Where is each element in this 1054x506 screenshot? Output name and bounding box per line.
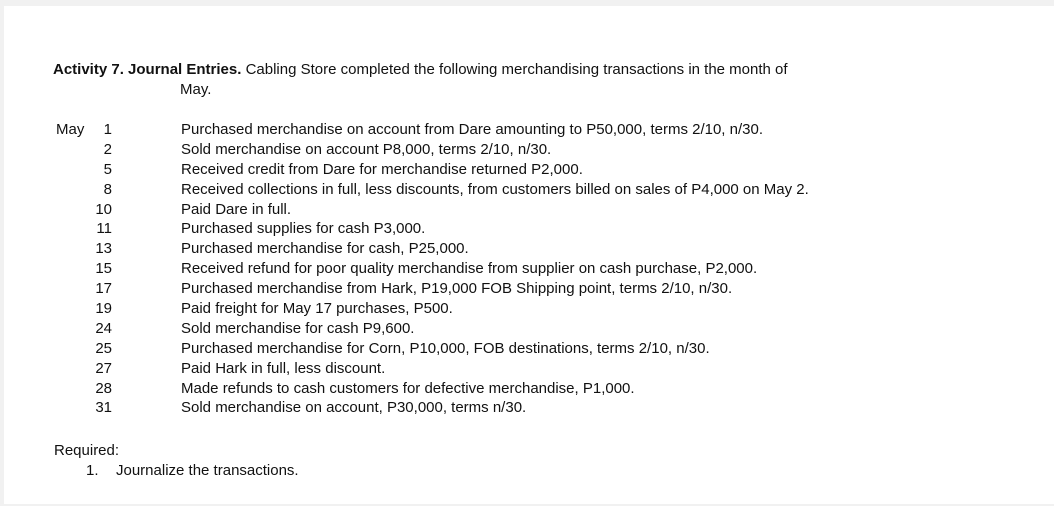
transaction-month: May [56, 121, 85, 138]
transaction-day: 11 [96, 220, 112, 238]
transaction-row [56, 200, 1036, 220]
transaction-description: Purchased supplies for cash P3,000. [181, 220, 426, 238]
transaction-month [56, 359, 90, 379]
transaction-description: Paid Hark in full, less discount. [181, 359, 386, 377]
transaction-row [56, 120, 1036, 140]
transaction-row [56, 279, 1036, 299]
transaction-day: 13 [95, 240, 112, 258]
required-section [54, 441, 299, 481]
transaction-month [56, 160, 90, 180]
transaction-description: Purchased merchandise on account from Dare amounting to P50,000, terms 2/10, n/30. [181, 121, 763, 138]
transaction-description: Received collections in full, less discounts, from customers billed on sales of P4,000 on May 2. [181, 180, 809, 198]
transaction-day: 8 [103, 180, 112, 198]
transaction-row [56, 180, 1036, 200]
transaction-description: Purchased merchandise for cash, P25,000. [181, 240, 469, 258]
transaction-row [56, 359, 1036, 379]
transaction-description: Made refunds to cash customers for defective merchandise, P1,000. [181, 379, 635, 397]
title-line-1 [53, 60, 1033, 80]
title-bold: Activity 7. Journal Entries. [53, 61, 242, 78]
transaction-row [56, 398, 1036, 418]
transaction-day: 17 [95, 280, 112, 298]
transaction-description: Purchased merchandise for Corn, P10,000, FOB destinations, terms 2/10, n/30. [181, 339, 710, 357]
required-label: Required: [54, 442, 120, 459]
title-rest: Cabling Store completed the following merchandising transactions in the month of [241, 61, 788, 78]
transaction-day: 10 [95, 200, 112, 218]
transaction-description: Paid freight for May 17 purchases, P500. [181, 300, 453, 318]
transaction-day: 31 [95, 399, 112, 417]
transaction-row [56, 379, 1036, 399]
required-item [54, 461, 299, 481]
transaction-day: 28 [95, 379, 112, 397]
transaction-month [56, 379, 90, 399]
transaction-month [56, 398, 90, 418]
transaction-month [56, 299, 90, 319]
transaction-row [56, 219, 1036, 239]
transaction-description: Sold merchandise on account P8,000, terms 2/10, n/30. [181, 140, 552, 158]
transaction-day: 2 [103, 140, 112, 158]
transaction-row [56, 259, 1036, 279]
transaction-month [56, 200, 90, 220]
transaction-day: 27 [95, 359, 112, 377]
transactions-list [56, 120, 1036, 418]
required-item-text: Journalize the transactions. [116, 462, 299, 479]
transaction-month [56, 339, 90, 359]
transaction-day: 25 [95, 339, 112, 357]
transaction-day: 5 [103, 160, 112, 178]
transaction-description: Sold merchandise for cash P9,600. [181, 319, 415, 337]
transaction-description: Sold merchandise on account, P30,000, terms n/30. [181, 399, 527, 417]
transaction-row [56, 239, 1036, 259]
transaction-description: Received credit from Dare for merchandise returned P2,000. [181, 160, 583, 178]
transaction-description: Purchased merchandise from Hark, P19,000 FOB Shipping point, terms 2/10, n/30. [181, 280, 733, 298]
transaction-month [56, 319, 90, 339]
transaction-day: 1 [103, 121, 112, 138]
transaction-month [56, 180, 90, 200]
transaction-month [56, 259, 90, 279]
document-page [4, 6, 1054, 504]
transaction-description: Received refund for poor quality merchandise from supplier on cash purchase, P2,000. [181, 260, 758, 278]
transaction-description: Paid Dare in full. [181, 200, 292, 218]
transaction-month [56, 239, 90, 259]
transaction-row [56, 140, 1036, 160]
transaction-day: 24 [95, 319, 112, 337]
transaction-month [56, 219, 90, 239]
transaction-day: 19 [95, 300, 112, 318]
activity-title [53, 60, 1033, 100]
transaction-row [56, 299, 1036, 319]
transaction-row [56, 160, 1036, 180]
transaction-month [56, 279, 90, 299]
required-item-number: 1. [86, 462, 99, 479]
transaction-month [56, 140, 90, 160]
transaction-day: 15 [95, 260, 112, 278]
transaction-row [56, 339, 1036, 359]
transaction-row [56, 319, 1036, 339]
title-line-2: May. [180, 81, 212, 98]
